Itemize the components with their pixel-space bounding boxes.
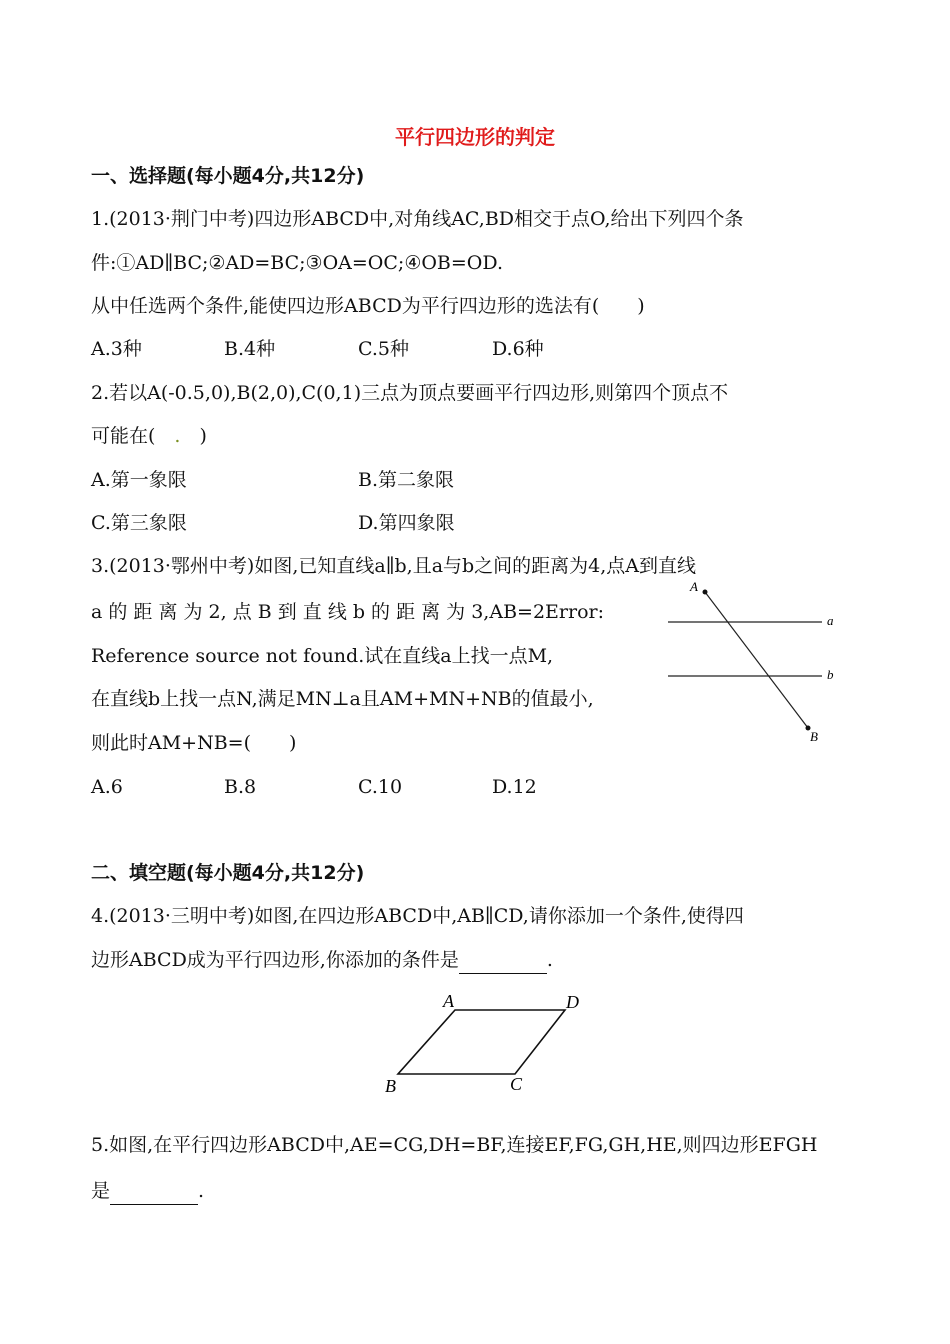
- q4-line-2-end: .: [546, 949, 553, 971]
- q4-line-2-text: 边形ABCD成为平行四边形,你添加的条件是: [91, 949, 459, 971]
- q5-line-1: 5.如图,在平行四边形ABCD中,AE=CG,DH=BF,连接EF,FG,GH,HE,则四边形EFGH: [91, 1134, 818, 1156]
- q3-line-3: Reference source not found.试在直线a上找一点M,: [91, 645, 554, 667]
- q3-line-1: 3.(2013·鄂州中考)如图,已知直线a∥b,且a与b之间的距离为4,点A到直线: [91, 555, 697, 577]
- q3-line-5: 则此时AM+NB=( ): [91, 732, 297, 754]
- q3-option-c: C.10: [358, 776, 403, 798]
- section-2-heading: 二、填空题(每小题4分,共12分): [91, 862, 365, 884]
- q2-line-2: [91, 423, 207, 449]
- q1-option-d: D.6种: [492, 338, 544, 360]
- label-C: C: [510, 1074, 523, 1094]
- label-A: A: [443, 991, 454, 1011]
- segment-ab: [705, 592, 808, 728]
- q5-line-2-text: 是: [91, 1180, 111, 1202]
- q4-line-2: [91, 947, 553, 974]
- q2-line-2-end: ): [180, 425, 207, 447]
- label-B: B: [385, 1076, 396, 1096]
- q1-line-3: 从中任选两个条件,能使四边形ABCD为平行四边形的选法有( ): [91, 295, 645, 317]
- q2-option-b: B.第二象限: [358, 469, 455, 491]
- q1-option-a: A.3种: [91, 338, 142, 360]
- q5-line-2: [91, 1178, 204, 1205]
- q3-line-4: 在直线b上找一点N,满足MN⊥a且AM+MN+NB的值最小,: [91, 688, 594, 710]
- q3-line-2: a 的 距 离 为 2, 点 B 到 直 线 b 的 距 离 为 3,AB=2Error:: [91, 601, 604, 623]
- q1-option-c: C.5种: [358, 338, 409, 360]
- q4-line-1: 4.(2013·三明中考)如图,在四边形ABCD中,AB∥CD,请你添加一个条件,使得四: [91, 905, 744, 927]
- q2-option-d: D.第四象限: [358, 512, 455, 534]
- q5-line-2-end: .: [198, 1180, 205, 1202]
- q3-figure: [660, 575, 850, 750]
- point-a: [703, 590, 708, 595]
- label-B: B: [810, 729, 818, 744]
- q1-option-b: B.4种: [224, 338, 276, 360]
- q2-line-1: 2.若以A(-0.5,0),B(2,0),C(0,1)三点为顶点要画平行四边形,则第四个顶点不: [91, 382, 729, 404]
- q3-option-a: A.6: [91, 776, 123, 798]
- label-b: b: [827, 667, 834, 682]
- q2-option-c: C.第三象限: [91, 512, 187, 534]
- q5-answer-blank[interactable]: [110, 1178, 198, 1205]
- q1-line-1: 1.(2013·荆门中考)四边形ABCD中,对角线AC,BD相交于点O,给出下列四个条: [91, 208, 744, 230]
- label-D: D: [566, 992, 579, 1012]
- q3-option-d: D.12: [492, 776, 537, 798]
- q2-mark: .: [174, 425, 181, 447]
- page-title: 平行四边形的判定: [395, 125, 555, 149]
- label-a: a: [827, 613, 834, 628]
- section-1-heading: 一、选择题(每小题4分,共12分): [91, 165, 365, 187]
- q1-line-2: 件:①AD∥BC;②AD=BC;③OA=OC;④OB=OD.: [91, 252, 503, 274]
- q2-option-a: A.第一象限: [91, 469, 187, 491]
- q4-figure: [380, 988, 590, 1098]
- q3-option-b: B.8: [224, 776, 257, 798]
- parallelogram-abcd: [398, 1010, 565, 1074]
- label-A: A: [690, 579, 698, 594]
- q4-answer-blank[interactable]: [459, 947, 547, 974]
- q2-line-2-start: 可能在(: [91, 425, 175, 447]
